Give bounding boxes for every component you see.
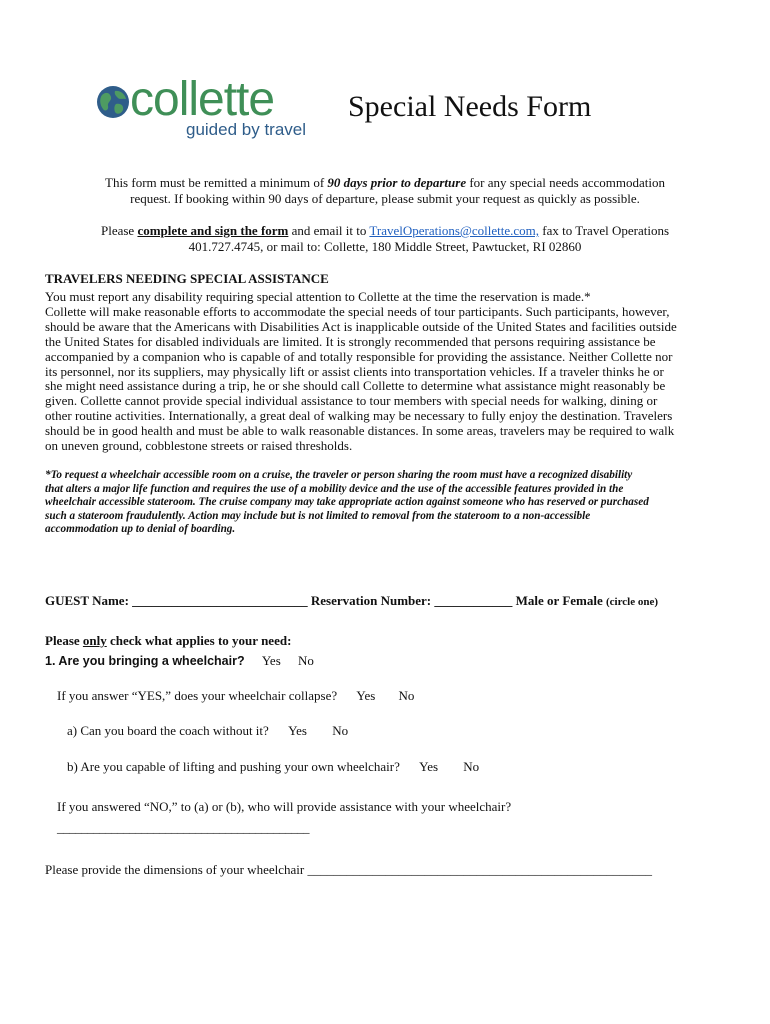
check-text: check what applies to your need: — [106, 633, 292, 648]
instructions-text: fax to Travel Operations — [539, 223, 669, 238]
policy-line: the United States for disabled individuals are limited. It is strongly recommended that persons requiring assistance be — [45, 333, 656, 349]
email-link[interactable]: TravelOperations@collette.com, — [369, 223, 540, 238]
question-lift-push — [67, 759, 479, 775]
sign-form-emphasis: complete and sign the form — [137, 223, 289, 238]
question-assistance: If you answered “NO,” to (a) or (b), who will provide assistance with your wheelchair? — [57, 799, 512, 814]
note-line: wheelchair accessible stateroom. The cruise company may take appropriate action against someone who has reserved or purchased — [45, 496, 649, 508]
policy-line: should be in good health and must be able to walk reasonable distances. In some areas, travelers may be required to walk — [45, 423, 675, 439]
policy-line: given. Collette cannot provide special individual assistance to tour members with special needs for walking, dining or — [45, 393, 658, 409]
wheelchair-dimensions-field[interactable]: Please provide the dimensions of your wheelchair _____________________________________________________ — [45, 862, 652, 877]
page-title: Special Needs Form — [348, 90, 592, 123]
yes-option[interactable]: Yes — [288, 723, 307, 738]
check-text: Please — [45, 633, 83, 648]
instructions-line-2: 401.727.4745, or mail to: Collette, 180 Middle Street, Pawtucket, RI 02860 — [188, 239, 582, 254]
no-option[interactable]: No — [398, 688, 415, 703]
policy-line: other routine activities. Internationally, a great deal of walking may be necessary to fully enjoy the destination. Travelers — [45, 408, 673, 424]
yes-option[interactable]: Yes — [261, 653, 281, 668]
policy-line: accompanied by a companion who is capable of and totally responsible for providing the assistance. Neither Collette nor — [45, 348, 673, 364]
globe-icon — [96, 85, 130, 119]
instructions-text: Please — [100, 223, 138, 238]
instructions-line-1 — [0, 223, 770, 238]
check-instructions — [45, 633, 291, 649]
question-board-coach — [67, 723, 348, 739]
logo-wordmark: collette — [130, 73, 275, 126]
policy-paragraph — [45, 290, 725, 454]
no-option[interactable]: No — [332, 723, 349, 738]
policy-line: You must report any disability requiring special attention to Collette at the time the reservation is made.* — [45, 289, 591, 304]
logo-tagline: guided by travel — [186, 120, 307, 139]
guest-info-fields[interactable] — [45, 593, 658, 610]
yes-option[interactable]: Yes — [419, 759, 439, 774]
circle-one-hint: (circle one) — [606, 596, 659, 608]
intro-text: for any special needs accommodation — [466, 175, 665, 190]
question-text: 1. Are you bringing a wheelchair? — [45, 654, 245, 668]
question-text: a) Can you board the coach without it? — [67, 723, 269, 738]
no-option[interactable]: No — [463, 759, 480, 774]
question-collapse — [57, 688, 414, 704]
only-emphasis: only — [82, 633, 107, 648]
policy-line: should be aware that the Americans with Disabilities Act is inapplicable outside of the United States and facilities outside — [45, 318, 677, 334]
policy-line: on uneven ground, cobblestone streets or raised thresholds. — [45, 438, 353, 454]
policy-line: Collette will make reasonable efforts to accommodate the special needs of tour participants. Such participants, however, — [45, 303, 670, 319]
intro-line-1 — [0, 175, 770, 190]
note-line: such a stateroom fraudulently. Action may include but is not limited to removal from the stateroom to a non-accessible — [45, 509, 591, 522]
assistance-answer-line[interactable]: __________________________________________ — [57, 820, 309, 835]
collette-logo — [94, 72, 324, 142]
policy-line: she might need assistance during a trip, he or she should call Collette to determine what assistance might reasonably be — [45, 378, 666, 394]
no-option[interactable]: No — [298, 653, 314, 668]
intro-line-2: request. If booking within 90 days of departure, please submit your request as quickly as possible. — [130, 191, 640, 206]
note-line: that alters a major life function and requires the use of a mobility device and the use of the accessible features provided in the — [45, 482, 624, 495]
note-line: accommodation up to denial of boarding. — [45, 523, 236, 535]
question-wheelchair — [45, 653, 314, 669]
yes-option[interactable]: Yes — [356, 688, 376, 703]
policy-line: its personnel, nor its suppliers, may physically lift or assist clients into transportation vehicles. If a traveler thinks he or — [45, 363, 664, 379]
question-text: If you answer “YES,” does your wheelchair collapse? — [57, 688, 338, 703]
cruise-note — [45, 469, 735, 537]
section-heading: TRAVELERS NEEDING SPECIAL ASSISTANCE — [45, 271, 329, 286]
note-line: *To request a wheelchair accessible room on a cruise, the traveler or person sharing the room must have a recognized disability — [45, 469, 633, 481]
guest-info-label: GUEST Name: ___________________________ Reservation Number: ____________ Male or Female — [45, 593, 606, 608]
intro-text: This form must be remitted a minimum of — [105, 175, 328, 190]
question-text: b) Are you capable of lifting and pushing your own wheelchair? — [67, 759, 400, 774]
deadline-emphasis: 90 days prior to departure — [327, 175, 467, 190]
instructions-text: and email it to — [288, 223, 370, 238]
